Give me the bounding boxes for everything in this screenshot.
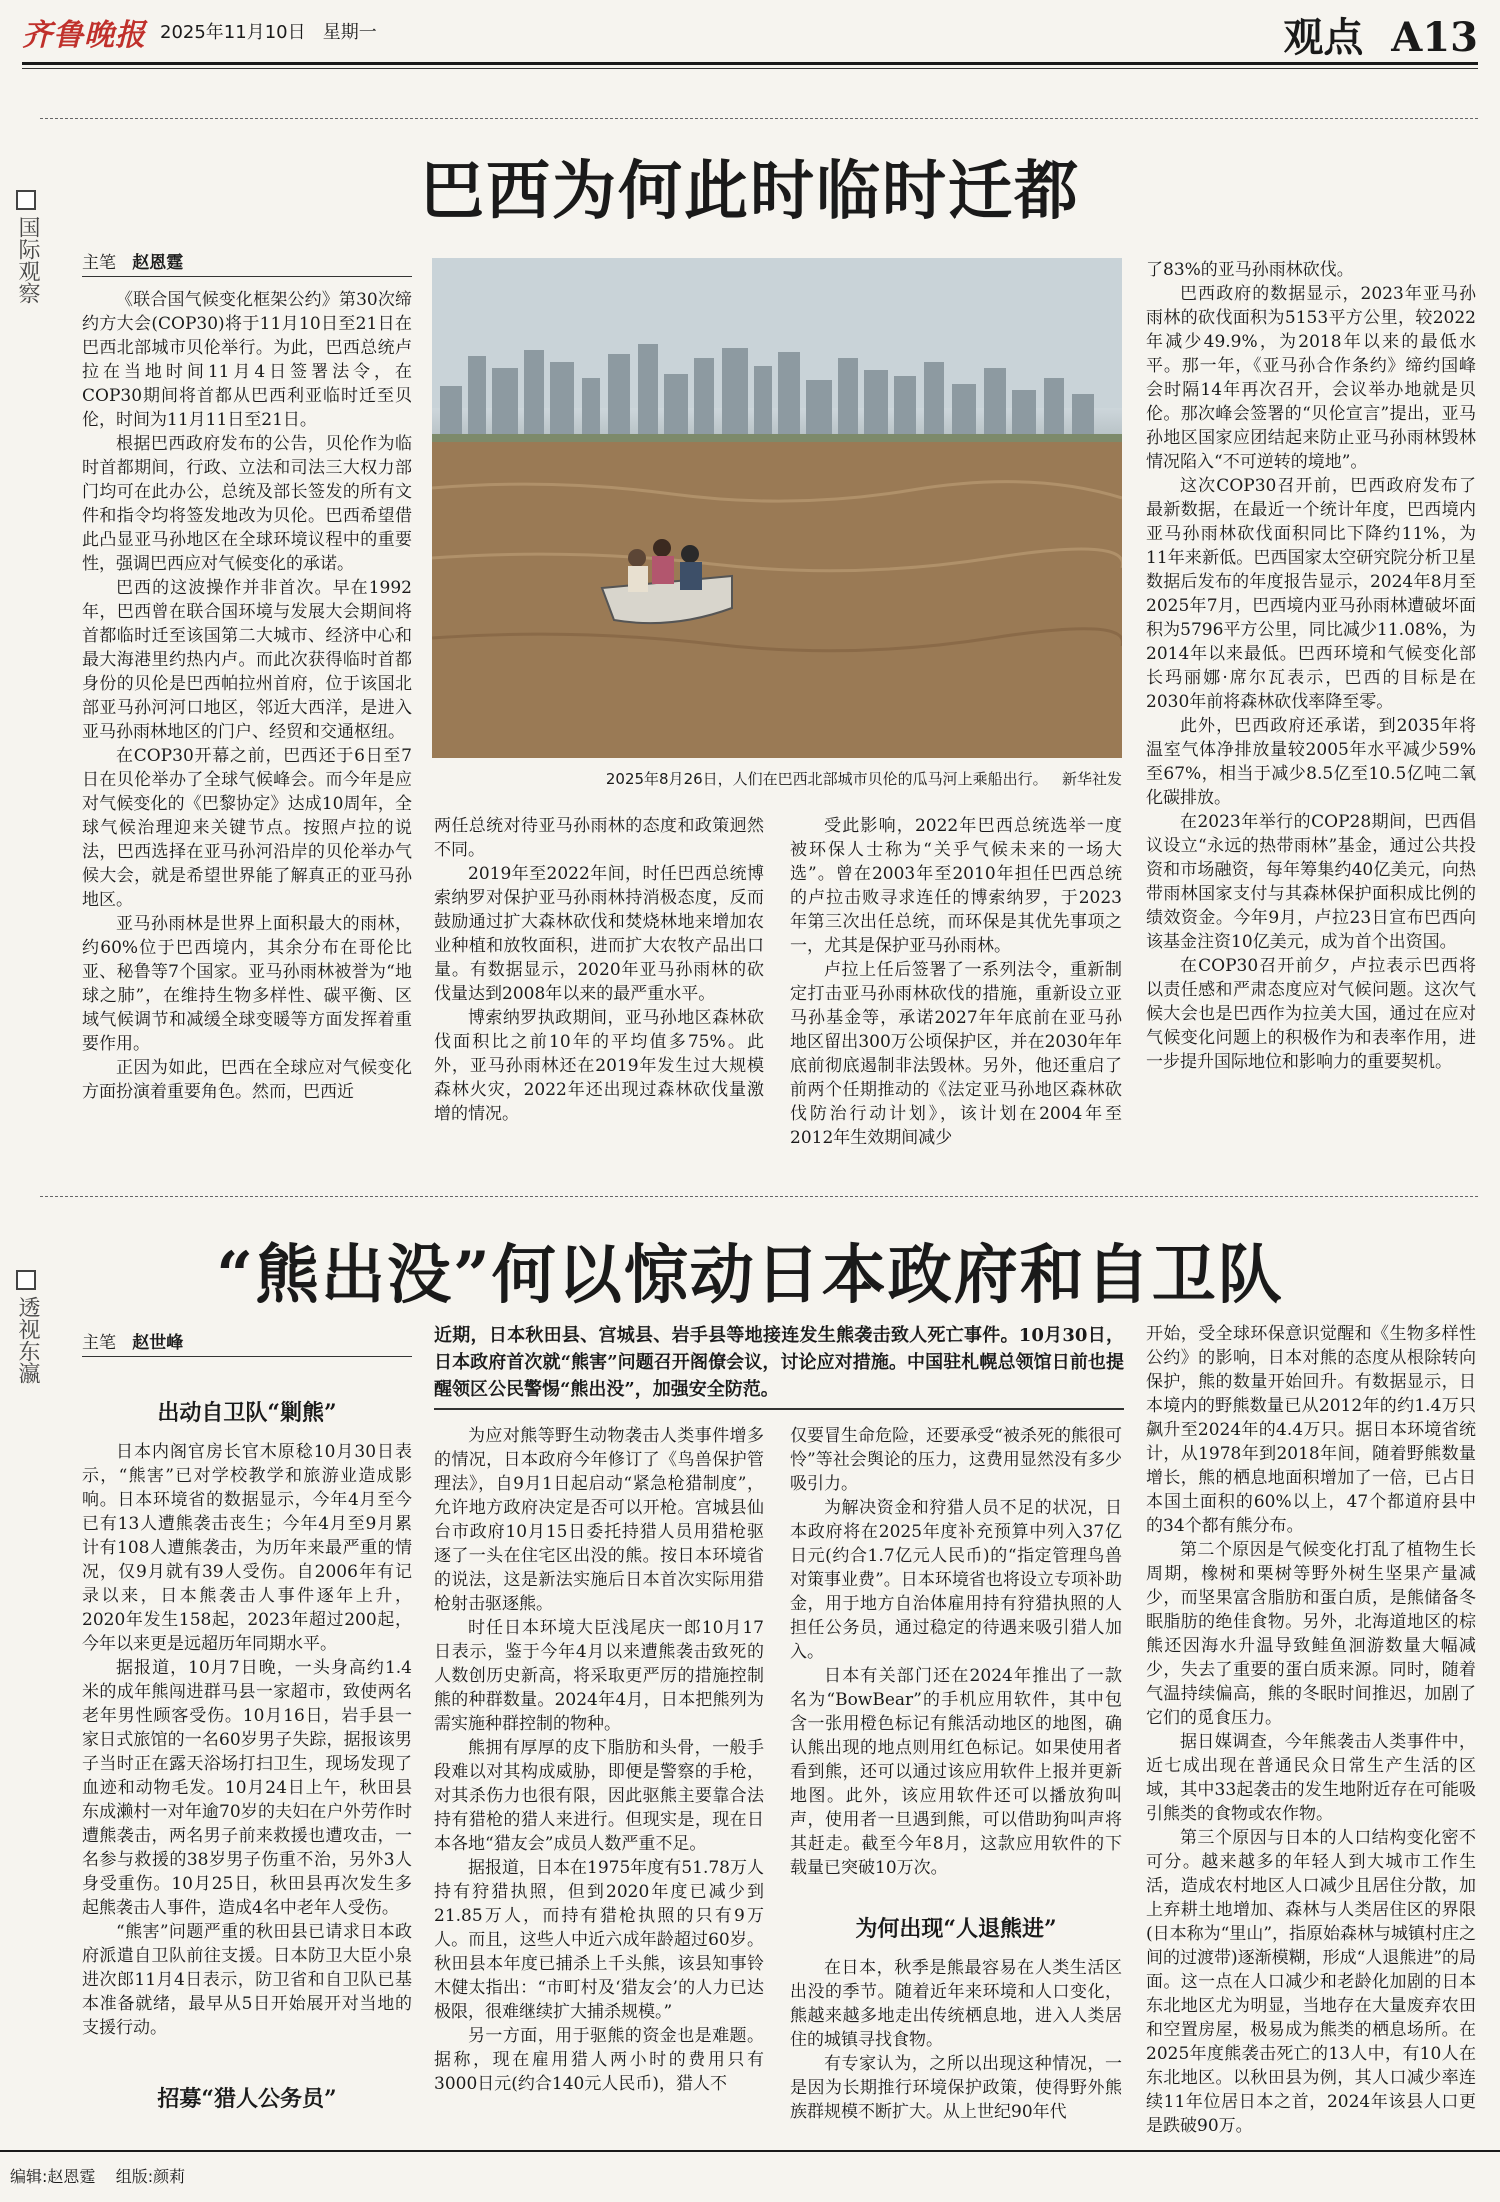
footer-credits: 编辑:赵恩霆 组版:颜莉 [10,2167,186,2186]
article1-column-3 [790,814,1122,1150]
paragraph: 第三个原因与日本的人口结构变化密不可分。越来越多的年轻人到大城市工作生活，造成农村地区人口减少且居住分散，加上弃耕土地增加、森林与人类居住区的界限(日本称为“里山”，指原始森林与城镇村庄之间的过渡带)逐渐模糊，形成“人退熊进”的局面。这一点在人口减少和老龄化加剧的日本东北地区尤为明显，当地存在大量废弃农田和空置房屋，极易成为熊类的栖息场所。在2025年度熊袭击死亡的13人中，有10人在东北地区。以秋田县为例，其人口减少率连续11年位居日本之首，2024年该县人口更是跌破90万。 [1146,1828,1477,2136]
paragraph: “熊害”问题严重的秋田县已请求日本政府派遣自卫队前往支援。日本防卫大臣小泉进次郎11月4日表示，防卫省和自卫队已基本准备就绪，最早从5日开始展开对当地的支援行动。 [82,1922,412,2038]
article1-section-tag [14,190,38,311]
boat-on-river-image [432,258,1122,758]
paragraph: 受此影响，2022年巴西总统选举一度被环保人士称为“关乎气候未来的一场大选”。曾在2003年至2010年担任巴西总统的卢拉击败寻求连任的博索纳罗，于2023年第三次出任总统，而环保是其优先事项之一，尤其是保护亚马孙雨林。 [790,816,1122,956]
paragraph: 开始，受全球环保意识觉醒和《生物多样性公约》的影响，日本对熊的态度从根除转向保护，熊的数量开始回升。有数据显示，日本境内的野熊数量已从2012年的约1.4万只飙升至2024年的4.4万只。据日本环境省统计，从1978年到2018年间，随着野熊数量增长，熊的栖息地面积增加了一倍，已占日本国土面积的60%以上，47个都道府县中的34个都有熊分布。 [1146,1324,1476,1536]
page-number: A13 [1391,14,1478,61]
paragraph: 时任日本环境大臣浅尾庆一郎10月17日表示，鉴于今年4月以来遭熊袭击致死的人数创历史新高，将采取更严厉的措施控制熊的种群数量。2024年4月，日本把熊列为需实施种群控制的物种。 [434,1618,764,1734]
article2-column-2 [434,1424,764,2096]
author-name: 赵恩霆 [132,253,184,273]
paragraph: 为应对熊等野生动物袭击人类事件增多的情况，日本政府今年修订了《鸟兽保护管理法》，自9月1日起启动“紧急枪猎制度”，允许地方政府决定是否可以开枪。宫城县仙台市政府10月15日委托持猎人员用猎枪驱逐了一头在住宅区出没的熊。按日本环境省的说法，这是新法实施后日本首次实际用猎枪射击驱逐熊。 [434,1426,764,1614]
article2-column-1 [82,1440,412,2040]
paragraph: 为解决资金和狩猎人员不足的状况，日本政府将在2025年度补充预算中列入37亿日元(约合1.7亿元人民币)的“指定管理鸟兽对策事业费”。日本环境省也将设立专项补助金，用于地方自治体雇用持有狩猎执照的人担任公务员，通过稳定的待遇来吸引猎人加入。 [790,1498,1122,1662]
article1-column-4 [1146,258,1476,1074]
subhead-hunter-officials: 招募“猎人公务员” [157,2086,337,2112]
paragraph: 据日媒调查，今年熊袭击人类事件中，近七成出现在普通民众日常生产生活的区域，其中33起袭击的发生地附近存在可能吸引熊类的食物或农作物。 [1146,1732,1476,1824]
paragraph: 有专家认为，之所以出现这种情况，一是因为长期推行环境保护政策，使得野外熊族群规模不断扩大。从上世纪90年代 [790,2054,1122,2122]
paragraph: 熊拥有厚厚的皮下脂肪和头骨，一般手段难以对其构成威胁，即便是警察的手枪，对其杀伤力也很有限，因此驱熊主要靠合法持有猎枪的猎人来进行。但现实是，现在日本各地“猎友会”成员人数严重不足。 [434,1738,764,1854]
article2-lead: 近期，日本秋田县、宫城县、岩手县等地接连发生熊袭击致人死亡事件。10月30日，日本政府首次就“熊害”问题召开阁僚会议，讨论应对措施。中国驻札幌总领馆日前也提醒领区公民警惕“熊出没”，加强安全防范。 [434,1325,1124,1400]
paragraph: 在2023年举行的COP28期间，巴西倡议设立“永远的热带雨林”基金，通过公共投资和市场融资，每年筹集约40亿美元，向热带雨林国家支付与其森林保护面积成比例的绩效资金。今年9月，卢拉23日宣布巴西向该基金注资10亿美元，成为首个出资国。 [1146,812,1476,952]
paragraph: 据报道，10月7日晚，一头身高约1.4米的成年熊闯进群马县一家超市，致使两名老年男性顾客受伤。10月16日，岩手县一家日式旅馆的一名60岁男子失踪，据报该男子当时正在露天浴场打扫卫生，现场发现了血迹和动物毛发。10月24日上午，秋田县东成濑村一对年逾70岁的夫妇在户外劳作时遭熊袭击，两名男子前来救援也遭攻击，一名参与救援的38岁男子伤重不治，另外3人身受重伤。10月25日，秋田县再次发生多起熊袭击人事件，造成4名中老年人受伤。 [82,1658,412,1918]
section-name: 观点 [1283,14,1364,61]
author-role: 主笔 [82,253,116,273]
article1-title: 巴西为何此时临时迁都 [420,154,1080,229]
photo-credit: 新华社发 [1061,770,1122,788]
article2-section-tag [14,1270,38,1391]
paragraph: 卢拉上任后签署了一系列法令，重新制定打击亚马孙雨林砍伐的措施，重新设立亚马孙基金等，承诺2027年年底前在亚马孙地区留出300万公顷保护区，并在2030年年底前彻底遏制非法毁林。另外，他还重启了前两个任期推动的《法定亚马孙地区森林砍伐防治行动计划》，该计划在2004年至2012年生效期间减少 [790,960,1122,1148]
article2-title: “熊出没”何以惊动日本政府和自卫队 [216,1238,1284,1313]
paragraph: 另一方面，用于驱熊的资金也是难题。据称，现在雇用猎人两小时的费用只有3000日元(约合140元人民币)，猎人不 [434,2026,764,2094]
article2-column-3b [790,1956,1122,2124]
section-marker-icon [16,1270,36,1290]
paragraph: 这次COP30召开前，巴西政府发布了最新数据，在最近一个统计年度，巴西境内亚马孙雨林砍伐面积同比下降约11%，为11年来新低。巴西国家太空研究院分析卫星数据后发布的年度报告显示，2024年8月至2025年7月，巴西境内亚马孙雨林遭破坏面积为5796平方公里，同比减少11.08%，为2014年以来最低。巴西环境和气候变化部长玛丽娜·席尔瓦表示，巴西的目标是在2030年前将森林砍伐率降至零。 [1146,476,1476,712]
paragraph: 了83%的亚马孙雨林砍伐。 [1146,260,1354,280]
layout-name: 颜莉 [153,2167,186,2186]
paragraph: 日本内阁官房长官木原稔10月30日表示，“熊害”已对学校教学和旅游业造成影响。日本环境省的数据显示，今年4月至今已有13人遭熊袭击丧生；今年4月至9月累计有108人遭熊袭击，为历年来最严重的情况，仅9月就有39人受伤。自2006年有记录以来，日本熊袭击人事件逐年上升，2020年发生158起，2023年超过200起，今年以来更是远超历年同期水平。 [82,1442,412,1654]
article1-photo [432,258,1122,758]
subhead-people-retreat: 为何出现“人退熊进” [855,1916,1057,1942]
paragraph: 第二个原因是气候变化打乱了植物生长周期，橡树和栗树等野外树生坚果产量减少，而坚果富含脂肪和蛋白质，是熊储备冬眠脂肪的绝佳食物。另外，北海道地区的棕熊还因海水升温导致鲑鱼洄游数量大幅减少，失去了重要的蛋白质来源。同时，随着气温持续偏高，熊的冬眠时间推迟，加剧了它们的觅食压力。 [1146,1540,1476,1728]
paragraph: 亚马孙雨林是世界上面积最大的雨林，约60%位于巴西境内，其余分布在哥伦比亚、秘鲁等7个国家。亚马孙雨林被誉为“地球之肺”，在维持生物多样性、碳平衡、区域气候调节和减缓全球变暖等方面发挥着重要作用。 [82,914,412,1054]
paragraph: 在日本，秋季是熊最容易在人类生活区出没的季节。随着近年来环境和人口变化，熊越来越多地走出传统栖息地，进入人类居住的城镇寻找食物。 [790,1958,1122,2050]
author-role: 主笔 [82,1333,116,1353]
paragraph: 博索纳罗执政期间，亚马孙地区森林砍伐面积比之前10年的平均值多75%。此外，亚马孙雨林还在2019年发生过大规模森林火灾，2022年还出现过森林砍伐量激增的情况。 [434,1008,764,1124]
article2-column-4 [1146,1322,1476,2138]
newspaper-logo: 齐鲁晚报 [22,18,146,53]
layout-label: 组版 [115,2167,148,2186]
paragraph: 在COP30召开前夕，卢拉表示巴西将以责任感和严肃态度应对气候问题。这次气候大会也是巴西作为拉美大国，通过在应对气候变化问题上的积极作为和表率作用，进一步提升国际地位和影响力的重要契机。 [1146,956,1476,1072]
article1-column-1 [82,288,412,1104]
paragraph: 《联合国气候变化框架公约》第30次缔约方大会(COP30)将于11月10日至21日在巴西北部城市贝伦举行。为此，巴西总统卢拉在当地时间11月4日签署法令，在COP30期间将首都从巴西利亚临时迁至贝伦，时间为11月11日至21日。 [82,290,412,430]
footer-rule [0,2150,1500,2152]
article2-column-3 [790,1424,1122,1880]
article1-column-2 [434,814,764,1126]
subhead-deploy-sdf: 出动自卫队“剿熊” [157,1400,337,1426]
paragraph: 日本有关部门还在2024年推出了一款名为“BowBear”的手机应用软件，其中包含一张用橙色标记有熊活动地区的地图，确认熊出现的地点则用红色标记。如果使用者看到熊，还可以通过该应用软件上报并更新地图。此外，该应用软件还可以播放狗叫声，使用者一旦遇到熊，可以借助狗叫声将其赶走。截至今年8月，这款应用软件的下载量已突破10万次。 [790,1666,1122,1878]
paragraph: 根据巴西政府发布的公告，贝伦作为临时首都期间，行政、立法和司法三大权力部门均可在此办公，总统及部长签发的所有文件和指令均将签发地改为贝伦。巴西希望借此凸显亚马孙地区在全球环境议程中的重要性，强调巴西应对气候变化的承诺。 [82,434,412,574]
issue-date [160,18,377,44]
masthead-rule [22,62,1478,65]
byline-underline [82,1356,412,1357]
caption-text: 2025年8月26日，人们在巴西北部城市贝伦的瓜马河上乘船出行。 [605,770,1048,788]
byline-underline [82,276,412,277]
paragraph: 此外，巴西政府还承诺，到2035年将温室气体净排放量较2005年水平减少59%至67%，相当于减少8.5亿至10.5亿吨二氧化碳排放。 [1146,716,1476,808]
paragraph: 据报道，日本在1975年度有51.78万人持有狩猎执照，但到2020年度已减少到21.85万人，而持有猎枪执照的只有9万人。而且，这些人中近六成年龄超过60岁。秋田县本年度已捕杀上千头熊，该县知事铃木健太指出：“市町村及‘猎友会’的人力已达极限，很难继续扩大捕杀规模。” [434,1858,764,2022]
author-name: 赵世峰 [132,1333,184,1353]
paragraph: 在COP30开幕之前，巴西还于6日至7日在贝伦举办了全球气候峰会。而今年是应对气候变化的《巴黎协定》达成10周年，全球气候治理迎来关键节点。按照卢拉的说法，巴西选择在亚马孙河沿岸的贝伦举办气候大会，就是希望世界能了解真正的亚马孙地区。 [82,746,412,910]
paragraph: 2019年至2022年间，时任巴西总统博索纳罗对保护亚马孙雨林持消极态度，反而鼓励通过扩大森林砍伐和焚烧林地来增加农业种植和放牧面积，进而扩大农牧产品出口量。有数据显示，2020年亚马孙雨林的砍伐量达到2008年以来的最严重水平。 [434,864,764,1004]
paragraph: 仅要冒生命危险，还要承受“被杀死的熊很可怜”等社会舆论的压力，这费用显然没有多少吸引力。 [790,1426,1122,1494]
section-tag-text: 国际观察 [15,216,40,304]
page-label [1283,6,1478,63]
article1-top-line [40,118,1478,119]
article1-photo-caption [432,768,1122,789]
section-marker-icon [16,190,36,210]
paragraph: 两任总统对待亚马孙雨林的态度和政策迥然不同。 [434,816,764,860]
section-tag-text: 透视东瀛 [15,1296,40,1384]
weekday-text: 星期一 [322,22,377,43]
paragraph: 正因为如此，巴西在全球应对气候变化方面扮演着重要角色。然而，巴西近 [82,1058,412,1102]
article2-top-line [40,1196,1478,1197]
editor-label: 编辑 [10,2167,43,2186]
masthead-rule-thin [22,68,1478,69]
editor-name: 赵恩霆 [47,2167,96,2186]
paragraph: 巴西的这波操作并非首次。早在1992年，巴西曾在联合国环境与发展大会期间将首都临时迁至该国第二大城市、经济中心和最大海港里约热内卢。而此次获得临时首都身份的贝伦是巴西帕拉州首府，位于该国北部亚马孙河河口地区，邻近大西洋，是进入亚马孙雨林地区的门户、经贸和交通枢纽。 [82,578,412,742]
article2-byline [82,1328,183,1353]
lead-underline [434,1408,1124,1410]
article1-byline [82,248,183,273]
date-text: 2025年11月10日 [160,22,306,43]
paragraph: 巴西政府的数据显示，2023年亚马孙雨林的砍伐面积为5153平方公里，较2022年减少49.9%，为2018年以来的最低水平。那一年，《亚马孙合作条约》缔约国峰会时隔14年再次召开，会议举办地就是贝伦。那次峰会签署的“贝伦宣言”提出，亚马孙地区国家应团结起来防止亚马孙雨林毁林情况陷入“不可逆转的境地”。 [1146,284,1476,472]
